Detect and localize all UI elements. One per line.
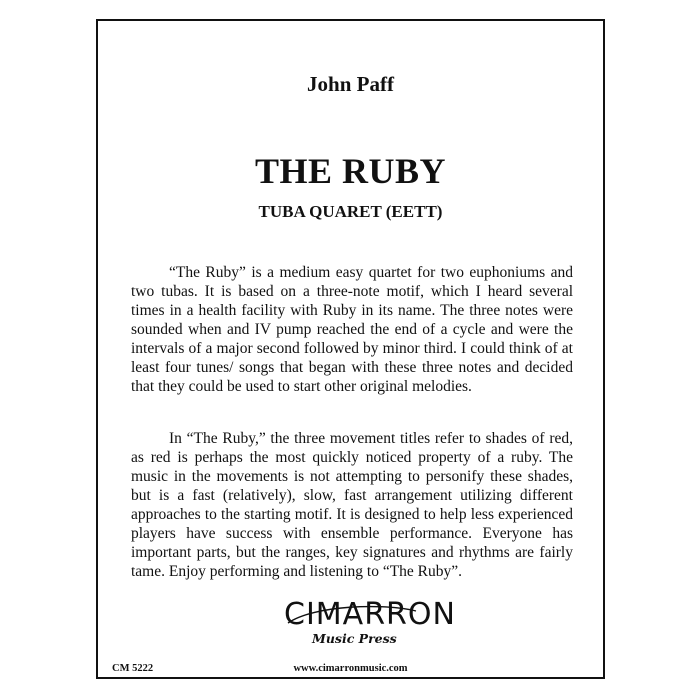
description-paragraph-1: “The Ruby” is a medium easy quartet for two euphoniums and two tubas. It is based on a three-note motif, which I heard several times in a health facility with Ruby in its name. The three notes were sounded when and IV pump reached the end of a cycle and were the intervals of a major second followed by minor third. I could think of at least four tunes/ songs that began with these three notes and decided that they could be used to start other original melodies. (131, 264, 573, 395)
publisher-website: www.cimarronmusic.com (293, 663, 408, 674)
instrumentation-subtitle: TUBA QUARET (EETT) (258, 202, 443, 221)
composer-name: John Paff (307, 72, 394, 96)
logo-subtitle: Music Press (312, 631, 397, 646)
piece-title: THE RUBY (254, 151, 447, 191)
description-paragraph-2: In “The Ruby,” the three movement titles refer to shades of red, as red is perhaps the most quickly noticed property of a ruby. The music in the movements is not attempting to personify these shades, but is a fast (relatively), slow, fast arrangement utilizing different approaches to the starting motif. It is designed to help less experienced players have success with ensemble performance. Everyone has important parts, but the ranges, key signatures and rhythms are fairly tame. Enjoy performing and listening to “The Ruby”. (131, 430, 573, 580)
logo-wordmark: CIMARRON (284, 597, 456, 632)
catalog-number: CM 5222 (112, 663, 154, 674)
publisher-logo (284, 595, 456, 655)
